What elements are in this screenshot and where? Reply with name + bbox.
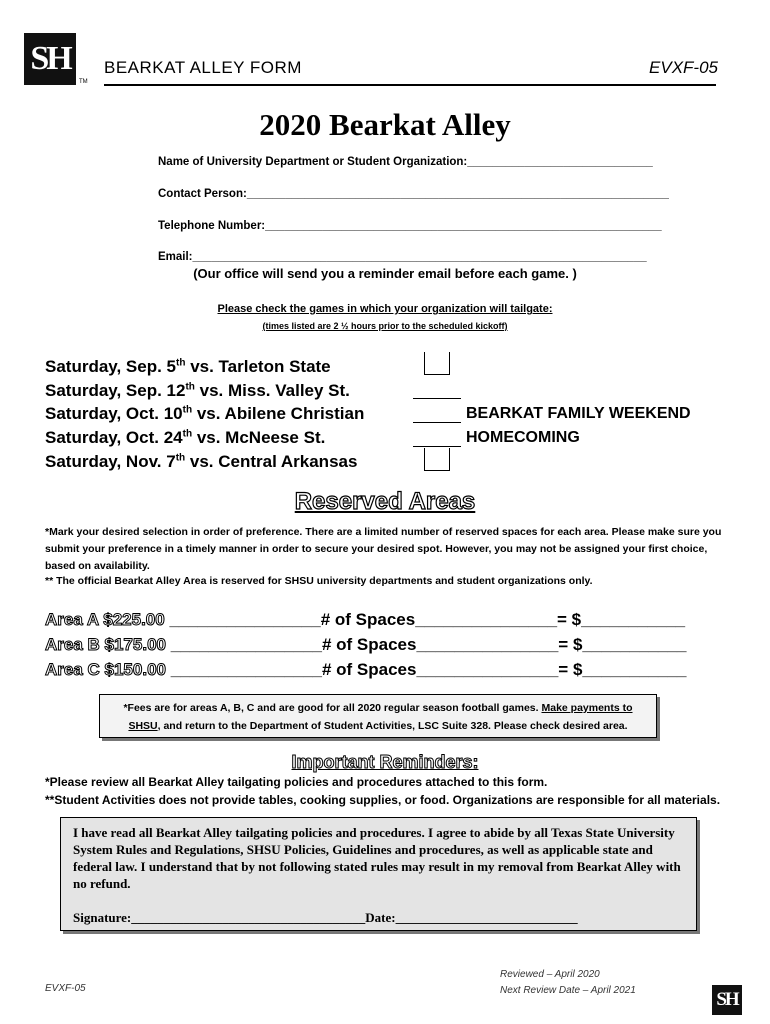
form-code: EVXF-05: [649, 58, 718, 77]
game-row: Saturday, Sep. 5th vs. Tarleton State: [45, 357, 331, 376]
next-review-date: Next Review Date – April 2021: [500, 985, 636, 996]
shsu-payee: SHSU: [128, 720, 158, 732]
game-checkbox[interactable]: [413, 424, 461, 447]
payment-instruction: Make payments to: [541, 702, 633, 714]
department-field[interactable]: Name of University Department or Student Organization:_____________________________: [158, 156, 653, 168]
game-checkbox[interactable]: [413, 376, 461, 399]
page-title: 2020 Bearkat Alley: [259, 107, 511, 142]
game-row: Saturday, Sep. 12th vs. Miss. Valley St.: [45, 381, 350, 400]
homecoming-note: HOMECOMING: [466, 429, 580, 446]
reserved-areas-instructions: *Mark your desired selection in order of preference. There are a limited number of reserved spaces for each area. Please make sure you submit your preference in a timely manner in order to secure your desired spot. However, you may not be assigned your first choice, based on availability.: [45, 526, 722, 572]
contact-person-field[interactable]: Contact Person:__________________________________________________________________: [158, 188, 669, 200]
game-row: Saturday, Oct. 10th vs. Abilene Christian: [45, 404, 365, 423]
shsu-footer-logo: SH: [712, 985, 742, 1015]
game-checkbox[interactable]: [424, 448, 450, 471]
game-checkbox[interactable]: [424, 352, 450, 375]
game-row: Saturday, Oct. 24th vs. McNeese St.: [45, 428, 326, 447]
area-c-row[interactable]: Area C $150.00 ________________# of Spaces_______________= $___________: [45, 660, 687, 679]
header-divider: [104, 84, 716, 86]
trademark-mark: TM: [79, 79, 88, 85]
agreement-text: I have read all Bearkat Alley tailgating policies and procedures. I agree to abide by all Texas State University System Rules and Regulations, SHSU Policies, Guidelines and procedures, as well as applicable state and federal law. I understand that by not following stated rules may result in my removal from Bearkat Alley with no refund.: [73, 825, 681, 891]
email-field[interactable]: Email:_______________________________________________________________________: [158, 251, 647, 263]
reserved-areas-title: Reserved Areas: [294, 488, 476, 515]
reviewed-date: Reviewed – April 2020: [500, 969, 600, 980]
fee-info-box: *Fees are for areas A, B, C and are good for all 2020 regular season football games. Make payments to SHSU, and return to the Department of Student Activities, LSC Suite 328. Please check desired area.: [99, 694, 657, 738]
signature-date-line[interactable]: Signature:____________________________________Date:____________________________: [73, 910, 578, 925]
shsu-logo: SH: [24, 33, 76, 85]
important-reminders-title: Important Reminders:: [291, 752, 479, 772]
area-a-row[interactable]: Area A $225.00 ________________# of Spaces_______________= $___________: [45, 610, 686, 629]
game-row: Saturday, Nov. 7th vs. Central Arkansas: [45, 452, 358, 471]
reminder-email-note: (Our office will send you a reminder email before each game. ): [193, 266, 577, 281]
game-checkbox[interactable]: [413, 400, 461, 423]
footer-form-code: EVXF-05: [45, 983, 86, 994]
family-weekend-note: BEARKAT FAMILY WEEKEND: [466, 405, 691, 422]
reminder-policies: *Please review all Bearkat Alley tailgating policies and procedures attached to this form.: [45, 775, 548, 789]
reserved-areas-eligibility: ** The official Bearkat Alley Area is reserved for SHSU university departments and student organizations only.: [45, 575, 593, 587]
check-games-instruction: Please check the games in which your organization will tailgate:: [217, 303, 553, 315]
review-dates: [500, 967, 636, 999]
agreement-box: [60, 817, 697, 931]
telephone-field[interactable]: Telephone Number:______________________________________________________________: [158, 220, 662, 232]
area-b-row[interactable]: Area B $175.00 ________________# of Spaces_______________= $___________: [45, 635, 687, 654]
kickoff-times-note: (times listed are 2 ½ hours prior to the scheduled kickoff): [262, 321, 508, 331]
reminder-materials: **Student Activities does not provide tables, cooking supplies, or food. Organizations are responsible for all materials.: [45, 793, 721, 807]
form-header-title: BEARKAT ALLEY FORM: [104, 58, 302, 77]
